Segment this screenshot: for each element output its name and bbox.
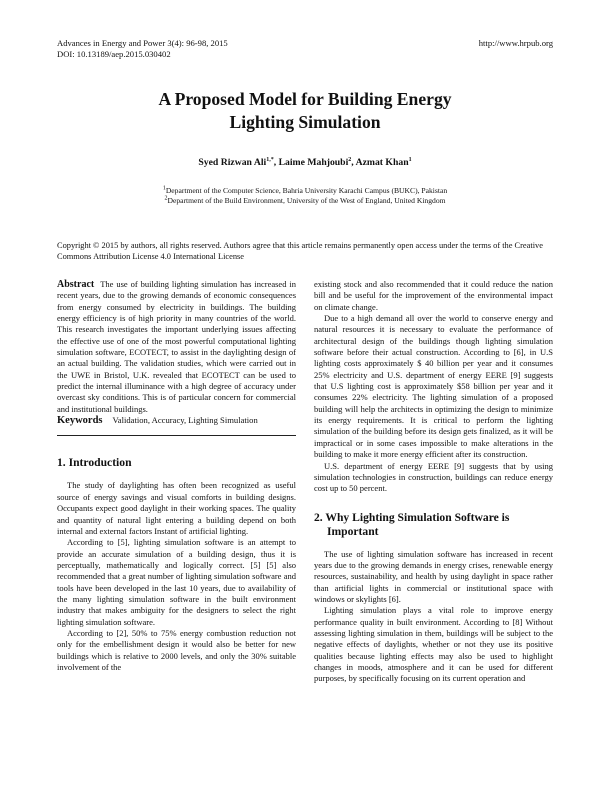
paragraph: Lighting simulation plays a vital role to improve energy performance quality in built environment. According to [8] Without assessing lighting simulation in them, buildings will be subject to the negative effects of daylights, whether or not they use its positive qualities because lighting effects may also be used to highlight changes in moods, atmosphere and it can be used for different purposes, by specifically focusing on its current operation and (314, 605, 553, 684)
abstract-heading: Abstract (57, 279, 95, 290)
paragraph: According to [2], 50% to 75% energy combustion reduction not only for the embellishment design it would also be better for new buildings which is relative to 2000 levels, and only the 30% suitable involvement of the (57, 627, 296, 672)
running-header (57, 38, 228, 60)
paragraph: U.S. department of energy EERE [9] suggests that by using simulation technologies in construction, buildings can reduce energy cost up to 50 percent. (314, 460, 553, 494)
doi: DOI: 10.13189/aep.2015.030402 (57, 49, 171, 59)
affiliation-text: Department of the Build Environment, University of the West of England, United Kingdom (167, 196, 446, 205)
author-name: Syed Rizwan Ali (198, 157, 267, 168)
journal-url[interactable]: http://www.hrpub.org (478, 38, 553, 48)
author-separator: , (273, 157, 279, 168)
affiliation-text: Department of the Computer Science, Bahria University Karachi Campus (BUKC), Pakistan (165, 186, 448, 195)
title-line-1: A Proposed Model for Building Energy (158, 89, 452, 109)
keywords-heading: Keywords (57, 415, 103, 427)
author-affiliation-mark: 2 (348, 156, 352, 163)
journal-citation: Advances in Energy and Power 3(4): 96-98, 2015 (57, 38, 228, 48)
section-2-heading-line-1: 2. Why Lighting Simulation Software is (314, 510, 510, 524)
affiliation-mark: 2 (164, 195, 168, 202)
author-affiliation-mark: 1,* (266, 156, 274, 163)
keywords (57, 415, 296, 426)
left-column (57, 279, 296, 673)
paragraph: The study of daylighting has often been recognized as useful source of energy savings and visual comforts in building designs. Occupants expect good daylight in their working spaces. The quality and quantity of natural light entering a building depend on both internal and external factors Instant of artificial lighting. (57, 480, 296, 536)
affiliation-1 (57, 186, 553, 196)
paragraph-continuation: existing stock and also recommended that it could reduce the nation bill and be useful for the improvement of the environmental impact on climate change. (314, 279, 553, 312)
paragraph: The use of lighting simulation software has increased in recent years due to the growing demands in energy crises, renewable energy resources, sustainability, and health by using daylight in space rather than artificial lights in commercial or institutional space with windows or skylights [6]. (314, 548, 553, 604)
affiliation-mark: 1 (162, 185, 166, 192)
paragraph: According to [5], lighting simulation software is an attempt to provide an accurate simulation of a building design, thus it is perceptually, mathematically and logically correct. [5] [5] also recommended that a great number of lighting simulation software and tools have been developed in the last 10 years, due to availability of the many lighting simulation software in the built environment industry that makes ambiguity for the designers to select the right lighting simulation software. (57, 537, 296, 627)
title-line-2: Lighting Simulation (229, 111, 381, 132)
affiliation-2 (57, 196, 553, 206)
author-name: Laime Mahjoubi (278, 157, 349, 168)
abstract (57, 279, 296, 415)
section-1-heading: 1. Introduction (57, 456, 132, 470)
author-name: Azmat Khan (355, 157, 409, 168)
section-2-heading (314, 511, 553, 539)
abstract-text: The use of building lighting simulation has increased in recent years, due to the growing demands of economic consequences from energy consumed by electricity in buildings. The building energy efficiency is of high priority in many countries of the world. This research investigates the important underlying issues affecting the effective use of one of the most powerful computational lighting simulation software, ECOTECT, to assist in the daylighting design of an actual building. The validation studies, which were carried out in the UWE in Bristol, U.K. revealed that ECOTECT can be used to predict the internal illuminance with a high degree of accuracy under overcast sky conditions. This is of particular concern for commercial and institutional buildings. (57, 279, 296, 414)
keywords-text: Validation, Accuracy, Lighting Simulation (112, 415, 258, 426)
affiliations (57, 186, 553, 206)
copyright-notice: Copyright © 2015 by authors, all rights reserved. Authors agree that this article remains permanently open access under the terms of the Creative Commons Attribution License 4.0 International License (57, 241, 543, 261)
author-list (57, 157, 553, 168)
paper-title (57, 88, 553, 133)
paragraph: Due to a high demand all over the world to conserve energy and natural resources it is necessary to evaluate the performance of architectural design of the buildings though lighting simulation software before their actual construction. According to [6], in U.S lighting costs approximately $ 40 billion per year and it consumes 25% electricity and U.S. department of energy EERE [9] suggests that U.S lighting cost is approximately $58 billion per year and it consumes 22% electricity. The lighting simulation of a proposed building will help the architects in optimizing the design to minimize its energy requirements. It is critical to perform the lighting simulation of the building before its design gets finalized, as it will be impractical or in some cases impossible to make alterations in the building to make it more energy efficient after its construction. (314, 313, 553, 460)
author-affiliation-mark: 1 (408, 156, 412, 163)
author-separator: , (351, 157, 356, 168)
section-2-heading-line-2: Important (327, 524, 379, 538)
right-column (314, 279, 553, 685)
